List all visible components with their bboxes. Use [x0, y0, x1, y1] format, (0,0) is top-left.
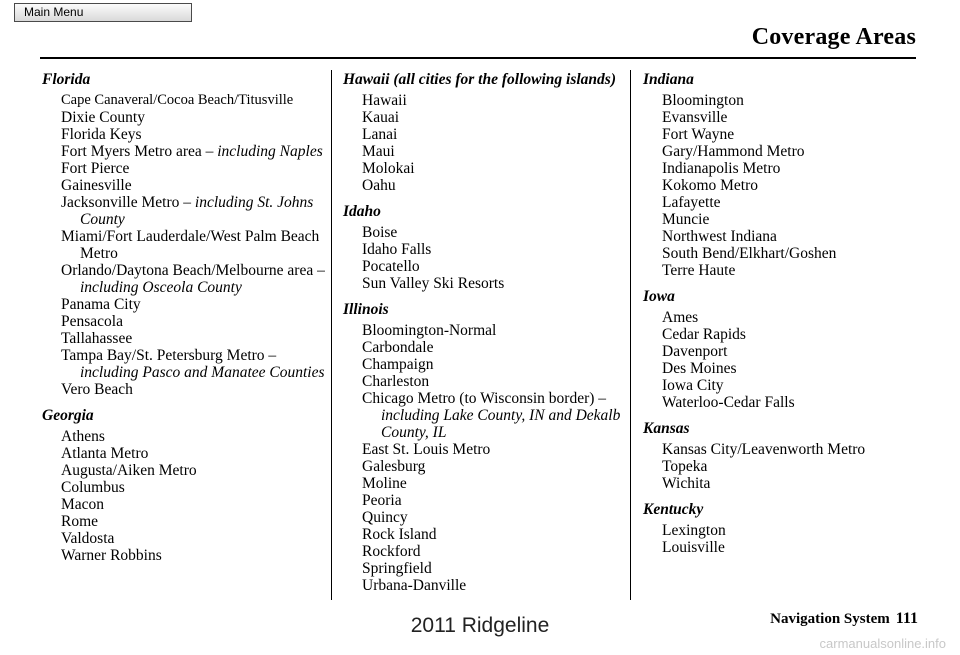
coverage-area-item — [42, 381, 327, 398]
coverage-area-name: Rock Island — [362, 526, 437, 543]
coverage-area-item — [343, 458, 625, 475]
page-number: 111 — [895, 610, 918, 627]
coverage-area-item — [42, 330, 327, 347]
coverage-area-item — [42, 143, 327, 160]
coverage-area-item — [42, 428, 327, 445]
state-heading: Kentucky — [643, 501, 704, 518]
coverage-area-item — [343, 475, 625, 492]
coverage-area-item — [42, 109, 327, 126]
coverage-area-name: Athens — [61, 428, 105, 445]
coverage-area-item — [343, 526, 625, 543]
coverage-area-name: Waterloo-Cedar Falls — [662, 394, 795, 411]
main-menu-button[interactable]: Main Menu — [14, 3, 192, 22]
coverage-area-item — [643, 441, 918, 458]
page-title: Coverage Areas — [751, 24, 916, 50]
state-group — [643, 417, 918, 492]
coverage-area-name: Gary/Hammond Metro — [662, 143, 805, 160]
coverage-area-item — [343, 224, 625, 241]
coverage-area-name: Muncie — [662, 211, 710, 228]
coverage-area-name: Rockford — [362, 543, 421, 560]
state-group — [343, 68, 625, 194]
coverage-area-name: Cape Canaveral/Cocoa Beach/Titusville — [61, 92, 294, 108]
state-group — [343, 200, 625, 292]
coverage-area-item — [42, 513, 327, 530]
coverage-area-name: Springfield — [362, 560, 432, 577]
coverage-area-name: Columbus — [61, 479, 125, 496]
column-divider — [331, 70, 332, 600]
coverage-area-name: Urbana-Danville — [362, 577, 467, 594]
coverage-area-name: Boise — [362, 224, 398, 241]
coverage-area-name: Idaho Falls — [362, 241, 432, 258]
coverage-area-name: East St. Louis Metro — [362, 441, 491, 458]
coverage-area-item — [343, 356, 625, 373]
state-group — [343, 298, 625, 594]
coverage-area-item — [343, 509, 625, 526]
coverage-area-item — [343, 109, 625, 126]
coverage-area-name: Sun Valley Ski Resorts — [362, 275, 505, 292]
coverage-area-item — [42, 530, 327, 547]
coverage-area-item — [643, 458, 918, 475]
coverage-area-note: including Naples — [217, 143, 323, 160]
coverage-area-name: Charleston — [362, 373, 430, 390]
coverage-area-name: Champaign — [362, 356, 434, 373]
coverage-area-name: Bloomington-Normal — [362, 322, 497, 339]
coverage-area-item — [643, 143, 918, 160]
coverage-area-item — [643, 360, 918, 377]
coverage-area-item — [643, 160, 918, 177]
coverage-area-name: Topeka — [662, 458, 708, 475]
coverage-area-name: Oahu — [362, 177, 396, 194]
footer-section-label: Navigation System — [770, 611, 890, 627]
coverage-area-name: Evansville — [662, 109, 728, 126]
coverage-area-item — [643, 309, 918, 326]
coverage-area-name: Gainesville — [61, 177, 132, 194]
coverage-area-item — [42, 296, 327, 313]
coverage-area-item — [343, 339, 625, 356]
coverage-area-item — [643, 343, 918, 360]
coverage-area-name: Des Moines — [662, 360, 737, 377]
coverage-area-item — [643, 522, 918, 539]
coverage-area-name: Panama City — [61, 296, 141, 313]
column-1 — [42, 68, 327, 570]
coverage-area-name: Rome — [61, 513, 99, 530]
coverage-area-name: Jacksonville Metro – — [61, 194, 195, 211]
coverage-area-name: Indianapolis Metro — [662, 160, 781, 177]
coverage-area-name: Davenport — [662, 343, 728, 360]
coverage-area-item — [42, 347, 327, 381]
coverage-area-name: Fort Pierce — [61, 160, 130, 177]
coverage-area-name: Peoria — [362, 492, 402, 509]
coverage-area-name: Moline — [362, 475, 407, 492]
coverage-area-name: Fort Myers Metro area – — [61, 143, 218, 160]
coverage-area-item — [343, 126, 625, 143]
coverage-area-item — [343, 258, 625, 275]
coverage-area-name: Bloomington — [662, 92, 744, 109]
coverage-area-item — [343, 160, 625, 177]
coverage-area-item — [343, 390, 625, 441]
state-heading: Indiana — [643, 71, 694, 88]
coverage-area-name: Orlando/Daytona Beach/Melbourne area – — [61, 262, 325, 279]
coverage-area-item — [42, 445, 327, 462]
coverage-area-item — [343, 322, 625, 339]
coverage-area-name: Atlanta Metro — [61, 445, 149, 462]
coverage-area-note: including Osceola County — [80, 279, 242, 296]
coverage-area-name: Miami/Fort Lauderdale/West Palm Beach Metro — [61, 228, 320, 262]
state-heading: Idaho — [343, 203, 381, 220]
coverage-area-item — [643, 394, 918, 411]
coverage-area-item — [343, 241, 625, 258]
coverage-area-item — [643, 326, 918, 343]
coverage-area-name: Tallahassee — [61, 330, 133, 347]
coverage-area-name: Maui — [362, 143, 395, 160]
coverage-area-item — [643, 539, 918, 556]
coverage-area-item — [643, 245, 918, 262]
coverage-area-name: Hawaii — [362, 92, 407, 109]
coverage-area-item — [643, 177, 918, 194]
coverage-area-name: Vero Beach — [61, 381, 133, 398]
column-2 — [343, 68, 625, 600]
state-group — [643, 68, 918, 279]
coverage-area-name: Louisville — [662, 539, 725, 556]
coverage-area-name: Kansas City/Leavenworth Metro — [662, 441, 866, 458]
coverage-area-item — [42, 547, 327, 564]
state-heading: Illinois — [343, 301, 389, 318]
coverage-area-name: Molokai — [362, 160, 415, 177]
state-heading: Hawaii (all cities for the following islands) — [343, 71, 616, 88]
coverage-area-name: South Bend/Elkhart/Goshen — [662, 245, 837, 262]
coverage-area-name: Pensacola — [61, 313, 123, 330]
coverage-area-name: Florida Keys — [61, 126, 142, 143]
watermark-site: carmanualsonline.info — [819, 636, 946, 651]
coverage-area-name: Quincy — [362, 509, 408, 526]
watermark-model: 2011 Ridgeline — [410, 614, 550, 637]
state-group — [643, 285, 918, 411]
coverage-area-item — [343, 275, 625, 292]
coverage-area-name: Kauai — [362, 109, 400, 126]
coverage-area-name: Ames — [662, 309, 699, 326]
coverage-area-name: Chicago Metro (to Wisconsin border) — [362, 390, 599, 407]
coverage-area-item — [643, 475, 918, 492]
coverage-area-note: including St. Johns County — [80, 194, 314, 228]
coverage-area-item — [343, 560, 625, 577]
state-heading: Florida — [42, 71, 91, 88]
coverage-area-name: Warner Robbins — [61, 547, 162, 564]
coverage-area-item — [343, 177, 625, 194]
column-divider — [630, 70, 631, 600]
coverage-area-item — [42, 126, 327, 143]
coverage-area-item — [343, 143, 625, 160]
coverage-area-item — [343, 492, 625, 509]
state-group — [643, 498, 918, 556]
coverage-area-name: Cedar Rapids — [662, 326, 746, 343]
state-heading: Georgia — [42, 407, 94, 424]
coverage-area-name: Lafayette — [662, 194, 721, 211]
coverage-area-item — [643, 126, 918, 143]
coverage-area-item — [643, 92, 918, 109]
coverage-area-name: Iowa City — [662, 377, 724, 394]
coverage-area-name: Carbondale — [362, 339, 434, 356]
coverage-area-item — [42, 496, 327, 513]
title-divider — [40, 57, 916, 59]
coverage-area-item — [643, 377, 918, 394]
coverage-area-item — [343, 92, 625, 109]
state-heading: Iowa — [643, 288, 675, 305]
state-heading: Kansas — [643, 420, 690, 437]
coverage-area-item — [42, 262, 327, 296]
coverage-area-name: Valdosta — [61, 530, 115, 547]
coverage-area-item — [42, 177, 327, 194]
coverage-area-item — [343, 543, 625, 560]
coverage-area-name: Northwest Indiana — [662, 228, 777, 245]
coverage-area-name: Augusta/Aiken Metro — [61, 462, 197, 479]
column-3 — [643, 68, 918, 562]
state-group — [42, 68, 327, 398]
coverage-area-item — [643, 228, 918, 245]
coverage-area-item — [42, 228, 327, 262]
coverage-area-name: Wichita — [662, 475, 711, 492]
coverage-area-name: Kokomo Metro — [662, 177, 759, 194]
coverage-area-item — [643, 194, 918, 211]
coverage-area-name: Macon — [61, 496, 105, 513]
coverage-area-item — [343, 441, 625, 458]
coverage-area-item — [42, 92, 327, 109]
coverage-area-item — [42, 462, 327, 479]
coverage-area-item — [42, 194, 327, 228]
coverage-area-name: Lexington — [662, 522, 726, 539]
coverage-area-item — [42, 160, 327, 177]
state-group — [42, 404, 327, 564]
coverage-area-note: including Pasco and Manatee Counties — [80, 364, 325, 381]
coverage-area-name: Lanai — [362, 126, 398, 143]
coverage-area-item — [343, 373, 625, 390]
coverage-area-note: – including Lake County, IN and Dekalb County, IL — [381, 390, 621, 441]
coverage-area-name: Dixie County — [61, 109, 145, 126]
coverage-area-name: Tampa Bay/St. Petersburg Metro – — [61, 347, 277, 364]
coverage-area-item — [643, 109, 918, 126]
coverage-area-item — [643, 262, 918, 279]
coverage-area-item — [643, 211, 918, 228]
coverage-area-item — [42, 479, 327, 496]
coverage-area-item — [343, 577, 625, 594]
coverage-area-name: Fort Wayne — [662, 126, 735, 143]
coverage-area-name: Pocatello — [362, 258, 420, 275]
coverage-area-name: Galesburg — [362, 458, 426, 475]
coverage-area-item — [42, 313, 327, 330]
coverage-area-name: Terre Haute — [662, 262, 736, 279]
